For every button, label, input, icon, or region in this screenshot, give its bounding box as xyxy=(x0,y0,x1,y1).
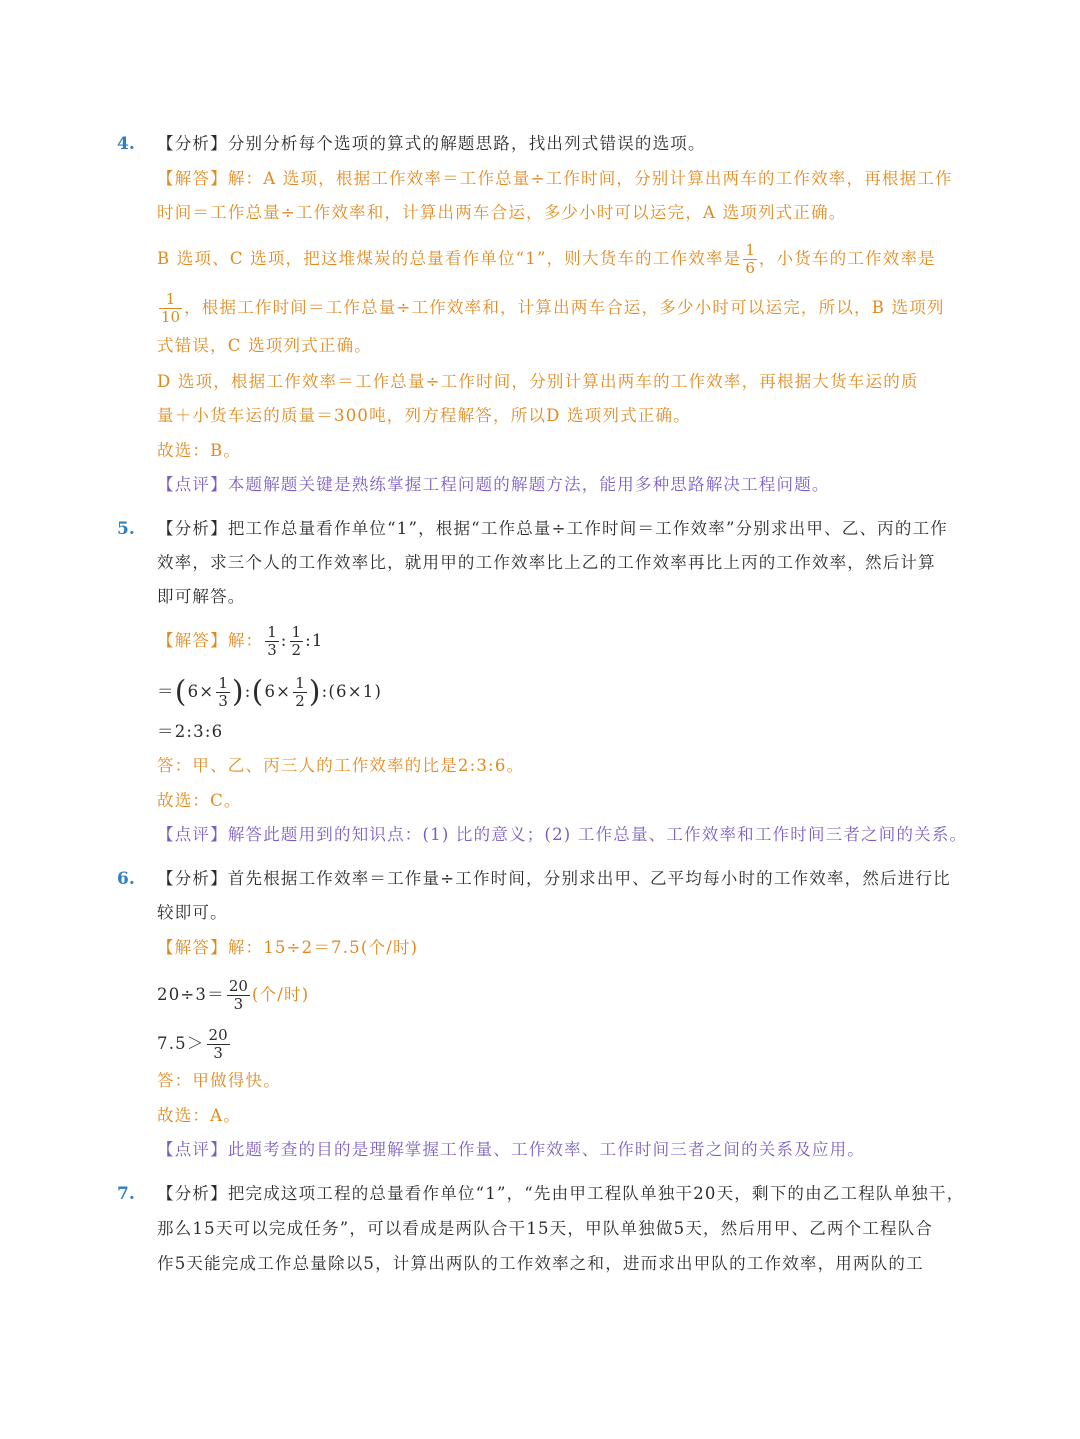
q4-solution-line-2: 时间＝工作总量÷工作效率和，计算出两车合运，多少小时可以运完，A 选项列式正确。 xyxy=(157,203,847,222)
solution-text: 解：A 选项，根据工作效率＝工作总量÷工作时间，分别计算出两车的工作效率，再根据工作 xyxy=(227,169,953,188)
equals-sign: ＝ xyxy=(157,682,175,701)
numerator: 1 xyxy=(291,623,302,641)
term: :(6×1) xyxy=(321,682,383,701)
analysis-tag: 【分析】 xyxy=(157,519,228,538)
q6-analysis-line-2: 较即可。 xyxy=(157,903,228,922)
unit: (个/时) xyxy=(251,985,310,1004)
q4-analysis xyxy=(157,132,706,156)
q4-solution-line-5: 式错误，C 选项列式正确。 xyxy=(157,336,372,355)
q4-solution-line-4 xyxy=(157,291,945,326)
q7-analysis-line-3: 作5天能完成工作总量除以5，计算出两队的工作效率之和，进而求出甲队的工作效率，用两队的工 xyxy=(157,1254,924,1273)
comment-text: 本题解题关键是熟练掌握工程问题的解题方法，能用多种思路解决工程问题。 xyxy=(227,475,830,494)
q4-solution-line-7: 量＋小货车运的质量＝300吨，列方程解答，所以D 选项列式正确。 xyxy=(157,406,691,425)
numerator: 1 xyxy=(267,623,277,641)
fraction-one-tenth xyxy=(159,291,182,326)
analysis-text: 把完成这项工程的总量看作单位“1”，“先由甲工程队单独干20天，剩下的由乙工程队单独干， xyxy=(227,1184,965,1203)
analysis-tag: 【分析】 xyxy=(157,1184,228,1203)
q5-analysis-line-1 xyxy=(157,517,948,541)
q7-analysis-line-1 xyxy=(157,1182,964,1206)
q5-solution-line-2 xyxy=(157,675,382,710)
question-6-number: 6. xyxy=(117,869,135,889)
paren-close: ) xyxy=(231,674,245,710)
fraction-twenty-thirds xyxy=(207,1027,230,1062)
q5-solution-line-1 xyxy=(157,624,324,659)
term: 6× xyxy=(264,682,292,701)
question-4-number: 4. xyxy=(117,134,135,154)
q6-answer: 答：甲做得快。 xyxy=(157,1071,281,1090)
term: 7.5＞ xyxy=(157,1034,205,1053)
solution-text: 解：15÷2＝7.5(个/时) xyxy=(227,938,419,957)
ratio-colon: : xyxy=(305,631,312,650)
fraction-twenty-thirds xyxy=(227,978,250,1013)
q6-analysis-line-1 xyxy=(157,867,951,891)
analysis-tag: 【分析】 xyxy=(157,134,228,153)
question-7-number: 7. xyxy=(117,1184,135,1204)
q5-analysis-line-2: 效率，求三个人的工作效率比，就用甲的工作效率比上乙的工作效率再比上丙的工作效率，然后计算 xyxy=(157,553,936,572)
numerator: 1 xyxy=(745,241,755,259)
analysis-tag: 【分析】 xyxy=(157,869,228,888)
solution-prefix: 解： xyxy=(227,631,264,650)
paren-open: ( xyxy=(251,674,265,710)
denominator: 2 xyxy=(291,641,302,659)
denominator: 3 xyxy=(213,1044,223,1062)
comment-tag: 【点评】 xyxy=(157,825,228,844)
comment-text: 解答此题用到的知识点：(1) 比的意义；(2) 工作总量、工作效率和工作时间三者之间的关系。 xyxy=(227,825,968,844)
analysis-text: 分别分析每个选项的算式的解题思路，找出列式错误的选项。 xyxy=(227,134,706,153)
analysis-text: 首先根据工作效率＝工作量÷工作时间，分别求出甲、乙平均每小时的工作效率，然后进行比 xyxy=(227,869,951,888)
q4-comment xyxy=(157,473,830,497)
ratio-term: 1 xyxy=(311,631,324,650)
q5-choice: 故选：C。 xyxy=(157,791,242,810)
term: 6× xyxy=(187,682,215,701)
q4-solution-line-6: D 选项，根据工作效率＝工作总量÷工作时间，分别计算出两车的工作效率，再根据大货车运的质 xyxy=(157,372,919,391)
fraction-one-third xyxy=(216,675,230,710)
q7-analysis-line-2: 那么15天可以完成任务”，可以看成是两队合干15天，甲队单独做5天，然后用甲、乙两个工程队合 xyxy=(157,1219,934,1238)
denominator: 3 xyxy=(267,641,277,659)
denominator: 2 xyxy=(295,692,305,710)
solution-text: ，小货车的工作效率是 xyxy=(758,249,936,268)
fraction-one-half xyxy=(290,624,304,659)
q4-solution-line-3 xyxy=(157,242,936,277)
fraction-one-third xyxy=(265,624,279,659)
paren-close: ) xyxy=(308,674,322,710)
question-5-number: 5. xyxy=(117,519,135,539)
fraction-one-sixth xyxy=(743,242,757,277)
solution-tag: 【解答】 xyxy=(157,938,228,957)
denominator: 6 xyxy=(745,259,755,277)
q4-solution-line-1 xyxy=(157,167,953,191)
q5-solution-line-3: ＝2:3:6 xyxy=(157,722,224,741)
term: 20÷3＝ xyxy=(157,985,225,1004)
denominator: 10 xyxy=(161,308,181,326)
q6-solution-line-3 xyxy=(157,1027,232,1062)
solution-text: ，根据工作时间＝工作总量÷工作效率和，计算出两车合运，多少小时可以运完，所以，B 选项列 xyxy=(184,298,945,317)
numerator: 1 xyxy=(218,674,228,692)
q6-comment xyxy=(157,1138,865,1162)
numerator: 1 xyxy=(159,291,182,309)
comment-tag: 【点评】 xyxy=(157,475,228,494)
numerator: 20 xyxy=(228,977,248,995)
solution-tag: 【解答】 xyxy=(157,169,228,188)
paren-open: ( xyxy=(174,674,188,710)
numerator: 20 xyxy=(208,1026,228,1044)
q5-answer: 答：甲、乙、丙三人的工作效率的比是2:3:6。 xyxy=(157,756,525,775)
solution-tag: 【解答】 xyxy=(157,631,228,650)
ratio-colon: : xyxy=(244,682,252,701)
denominator: 3 xyxy=(233,995,244,1013)
denominator: 3 xyxy=(218,692,228,710)
q4-choice: 故选：B。 xyxy=(157,441,242,460)
q5-comment xyxy=(157,823,967,847)
q6-solution-line-2 xyxy=(157,978,309,1013)
q6-solution-line-1 xyxy=(157,936,418,960)
numerator: 1 xyxy=(295,674,305,692)
q6-choice: 故选：A。 xyxy=(157,1106,241,1125)
fraction-one-half xyxy=(293,675,307,710)
comment-tag: 【点评】 xyxy=(157,1140,228,1159)
ratio-colon: : xyxy=(280,631,288,650)
solution-text: B 选项、C 选项，把这堆煤炭的总量看作单位“1”，则大货车的工作效率是 xyxy=(157,249,742,268)
q5-analysis-line-3: 即可解答。 xyxy=(157,587,246,606)
analysis-text: 把工作总量看作单位“1”，根据“工作总量÷工作时间＝工作效率”分别求出甲、乙、丙的工作 xyxy=(227,519,948,538)
comment-text: 此题考查的目的是理解掌握工作量、工作效率、工作时间三者之间的关系及应用。 xyxy=(227,1140,866,1159)
